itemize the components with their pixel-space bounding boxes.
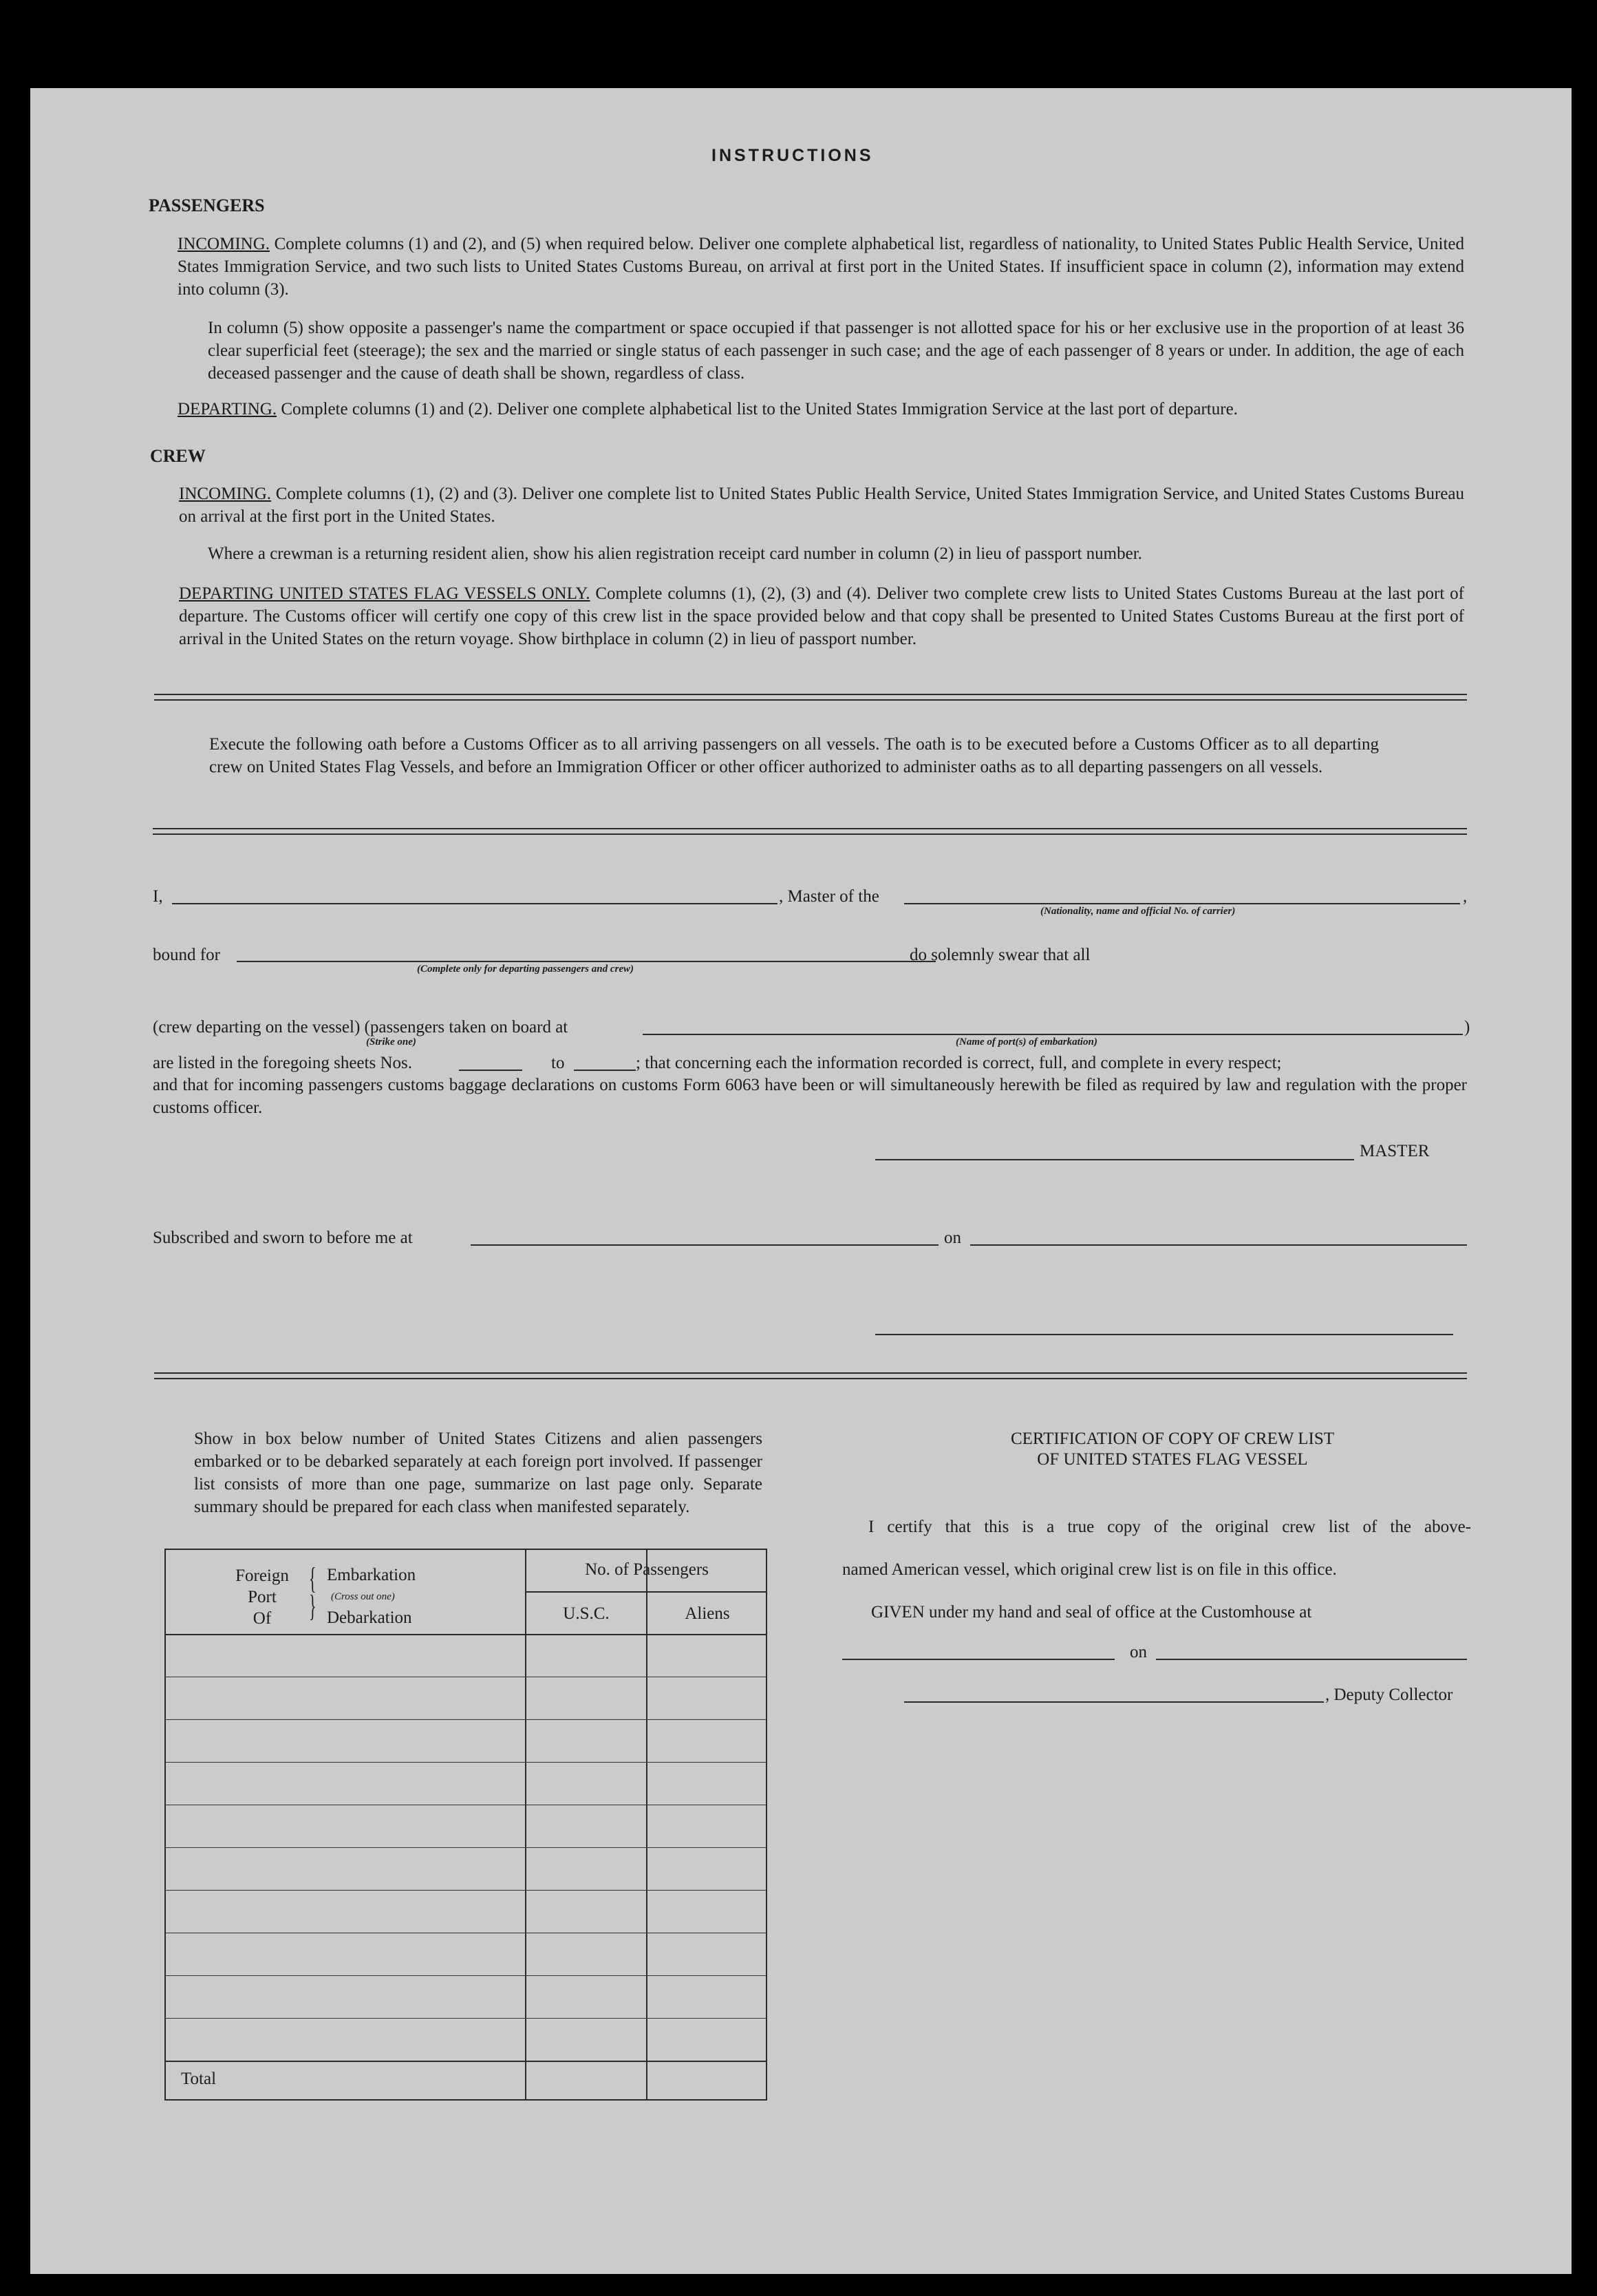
certification-line-2: named American vessel, which original crew list is on file in this office. bbox=[842, 1560, 1337, 1579]
page-title: INSTRUCTIONS bbox=[711, 146, 874, 165]
brace-icon: } bbox=[309, 1589, 317, 1623]
certification-line-1: I certify that this is a true copy of the original crew list of the above- bbox=[868, 1518, 1471, 1536]
certification-title-1: CERTIFICATION OF COPY OF CREW LIST bbox=[1010, 1429, 1335, 1448]
sworn-place-line[interactable] bbox=[471, 1244, 939, 1246]
crew-departing-clause: (crew departing on the vessel) (passengers taken on board at bbox=[153, 1018, 568, 1037]
master-label: MASTER bbox=[1360, 1142, 1430, 1160]
certification-line-3: GIVEN under my hand and seal of office at the Customhouse at bbox=[871, 1603, 1312, 1622]
passengers-incoming bbox=[178, 233, 1464, 301]
crew-departing bbox=[179, 582, 1464, 650]
deputy-signature-line[interactable] bbox=[904, 1701, 1324, 1703]
crew-resident-alien-text: Where a crewman is a returning resident alien, show his alien registration receipt card number in column (2) in lieu of passport number. bbox=[208, 544, 1142, 563]
passengers-departing-label: DEPARTING. bbox=[178, 400, 277, 418]
baggage-declaration-text: and that for incoming passengers customs baggage declarations on customs Form 6063 have been or will simultaneously herewith be filed as required by law and regulation with the proper customs officer. bbox=[153, 1076, 1467, 1117]
brace-icon: { bbox=[309, 1562, 317, 1595]
carrier-line[interactable] bbox=[904, 903, 1460, 904]
deputy-collector-label: , Deputy Collector bbox=[1325, 1686, 1453, 1704]
strike-one-hint: (Strike one) bbox=[366, 1037, 416, 1048]
embarkation-header: Embarkation bbox=[327, 1566, 416, 1584]
crew-departing-label: DEPARTING UNITED STATES FLAG VESSELS ONLY. bbox=[179, 584, 590, 603]
officer-signature-line[interactable] bbox=[875, 1334, 1453, 1335]
table-row bbox=[166, 1847, 766, 1891]
table-row bbox=[166, 1975, 766, 2019]
crew-heading: CREW bbox=[150, 446, 206, 466]
oath-intro: Execute the following oath before a Customs Officer as to all arriving passengers on all vessels. The oath is to be executed before a Customs Officer as to all departing crew on United States Flag Vessels, and before an Immigration Officer or other officer authorized to administer oaths as to all departing passengers on all vessels. bbox=[209, 735, 1379, 776]
oath-i-label: I, bbox=[153, 887, 163, 906]
summary-instructions: Show in box below number of United States Citizens and alien passengers embarked or to be debarked separately at each foreign port involved. If passenger list consists of more than one page, summarize on last page only. Separate summary should be prepared for each class when manifested separately. bbox=[194, 1429, 762, 1516]
total-label: Total bbox=[181, 2070, 217, 2088]
passengers-column5-text: In column (5) show opposite a passenger's name the compartment or space occupied if that passenger is not allotted space for his or her exclusive use in the proportion of at least 36 clear superficial feet (steerage); the sex and the married or single status of each passenger in such case; and the age of each passenger of 8 years or under. In addition, the age of each deceased passenger and the cause of death shall be shown, regardless of class. bbox=[208, 319, 1464, 383]
debarkation-header: Debarkation bbox=[327, 1608, 412, 1627]
subscribed-label: Subscribed and sworn to before me at bbox=[153, 1229, 413, 1247]
passengers-incoming-label: INCOMING. bbox=[178, 235, 270, 253]
certification-date-line[interactable] bbox=[1156, 1659, 1467, 1660]
aliens-header: Aliens bbox=[685, 1604, 730, 1623]
table-row bbox=[166, 1677, 766, 1720]
table-row bbox=[166, 2018, 766, 2061]
table-row bbox=[166, 1719, 766, 1763]
bound-for-label: bound for bbox=[153, 946, 220, 964]
ports-hint: (Name of port(s) of embarkation) bbox=[956, 1037, 1097, 1048]
table-row bbox=[166, 1805, 766, 1848]
crew-departing-text: Complete columns (1), (2), (3) and (4). Deliver two complete crew lists to United States Customs Bureau at the last port of departure. The Customs officer will certify one copy of this crew list in the space provided below and that copy shall be presented to United States Customs Bureau at the first port of arrival in the United States on the return voyage. Show birthplace in column (2) in lieu of passport number. bbox=[179, 584, 1464, 648]
table-row bbox=[166, 1762, 766, 1805]
customhouse-line[interactable] bbox=[842, 1659, 1115, 1660]
cross-out-hint: (Cross out one) bbox=[331, 1591, 395, 1602]
foreign-port-header: Foreign Port Of bbox=[235, 1566, 289, 1628]
master-name-line[interactable] bbox=[172, 903, 778, 904]
crew-incoming bbox=[179, 482, 1464, 528]
sheet-from-line[interactable] bbox=[459, 1070, 522, 1071]
swear-text: do solemnly swear that all bbox=[910, 946, 1091, 964]
passengers-departing bbox=[178, 398, 1464, 421]
bound-for-hint: (Complete only for departing passengers and crew) bbox=[417, 964, 634, 975]
passengers-incoming-text: Complete columns (1) and (2), and (5) when required below. Deliver one complete alphabetical list, regardless of nationality, to United States Public Health Service, United States Immigration Service, and two such lists to United States Customs Bureau, on arrival at first port in the United States. If insufficient space in column (2), information may extend into column (3). bbox=[178, 235, 1464, 299]
listed-sheets-clause: ; that concerning each the information recorded is correct, full, and complete in every respect; bbox=[636, 1054, 1282, 1072]
table-row bbox=[166, 1890, 766, 1933]
embarkation-port-line[interactable] bbox=[643, 1034, 1463, 1035]
section-divider bbox=[153, 828, 1467, 835]
master-signature-line[interactable] bbox=[875, 1159, 1354, 1160]
master-of-label: , Master of the bbox=[779, 887, 879, 906]
form-page: INSTRUCTIONS PASSENGERS INCOMING. Complete columns (1) and (2), and (5) when required below. Deliver one complete alphabetical list, regardless of nationality, to United States Public Health Service, United States Immigration Service, and two such lists to United States Customs Bureau, on arrival at first port in the United States. If insufficient space in column (2), information may extend into column (3). In column (5) show opposite a passenger's name the compartment or space occupied if that passenger is not allotted space for his or her exclusive use in the proportion of at least 36 clear superficial feet (steerage); the sex and the married or single status of each passenger in such case; and the age of each passenger of 8 years or under. In addition, the age of each deceased passenger and the cause of death shall be shown, regardless of class. DEPARTING. Complete columns (1) and (2). Deliver one complete alphabetical list to the United States Immigration Service at the last port of departure. CREW INCOMING. Complete columns (1), (2) and (3). Deliver one complete list to United States Public Health Service, United States Immigration Service, and United States Customs Bureau on arrival at the first port in the United States. Where a crewman is a returning resident alien, show his alien registration receipt card number in column (2) in lieu of passport number. DEPARTING UNITED STATES FLAG VESSELS ONLY. Complete columns (1), (2), (3) and (4). Deliver two complete crew lists to United States Customs Bureau at the last port of departure. The Customs officer will certify one copy of this crew list in the space provided below and that copy shall be presented to United States Customs Bureau at the first port of arrival in the United States on the return voyage. Show birthplace in column (2) in lieu of passport number. Execute the following oath before a Customs Officer as to all arriving passengers on all vessels. The oath is to be executed before a Customs Officer as to all departing crew on United States Flag Vessels, and before an Immigration Officer or other officer authorized to administer oaths as to all departing passengers on all vessels. I, , Master of the , (Nationality, name and official No. of carrier) bound for (Complete only for departing passengers and crew) do solemnly swear that all (crew departing on the vessel) (passengers taken on board at (Strike one) (Name of port(s) of embarkation) ) are listed in the foregoing sheets Nos. to ; that concerning each the information recorded is correct, full, and complete in every respect; and that for incoming passengers customs baggage declarations on customs Form 6063 have been or will simultaneously herewith be filed as required by law and regulation with the proper customs officer. MASTER Subscribed and sworn to before me at on Show in box below number of United States Citizens and alien passengers embarked or to be debarked separately at each foreign port involved. If passenger list consists of more than one page, summarize on last page only. Separate summary should be prepared for each class when manifested separately. Foreign Port Of { } Embarkation (Cross out one) Debarkation No. of Passengers U.S.C. Aliens Total CERTIFICATION OF COPY OF CREW LIST OF UNITED STATES FLAG VESSEL I certify that this is a true copy of the original crew list of the above- named American vessel, which original crew list is on file in this office. GIVEN under my hand and seal of office at the Customhouse at on , Deputy Collector bbox=[30, 88, 1572, 2274]
table-row bbox=[166, 1933, 766, 1976]
usc-header: U.S.C. bbox=[563, 1604, 610, 1623]
listed-sheets-label: are listed in the foregoing sheets Nos. bbox=[153, 1054, 412, 1072]
sworn-date-line[interactable] bbox=[970, 1244, 1467, 1246]
passengers-heading: PASSENGERS bbox=[149, 195, 265, 215]
crew-incoming-label: INCOMING. bbox=[179, 485, 272, 503]
no-passengers-header: No. of Passengers bbox=[585, 1560, 709, 1579]
carrier-hint: (Nationality, name and official No. of carrier) bbox=[1040, 906, 1236, 917]
certification-title-2: OF UNITED STATES FLAG VESSEL bbox=[1037, 1450, 1308, 1469]
crew-incoming-text: Complete columns (1), (2) and (3). Deliver one complete list to United States Public Health Service, United States Immigration Service, and United States Customs Bureau on arrival at the first port in the United States. bbox=[179, 485, 1464, 526]
bound-for-line[interactable] bbox=[237, 961, 936, 962]
passenger-summary-table bbox=[164, 1549, 767, 2101]
section-divider bbox=[154, 694, 1467, 701]
section-divider bbox=[154, 1372, 1467, 1379]
sheet-to-line[interactable] bbox=[574, 1070, 636, 1071]
passengers-departing-text: Complete columns (1) and (2). Deliver one complete alphabetical list to the United States Immigration Service at the last port of departure. bbox=[281, 400, 1238, 418]
